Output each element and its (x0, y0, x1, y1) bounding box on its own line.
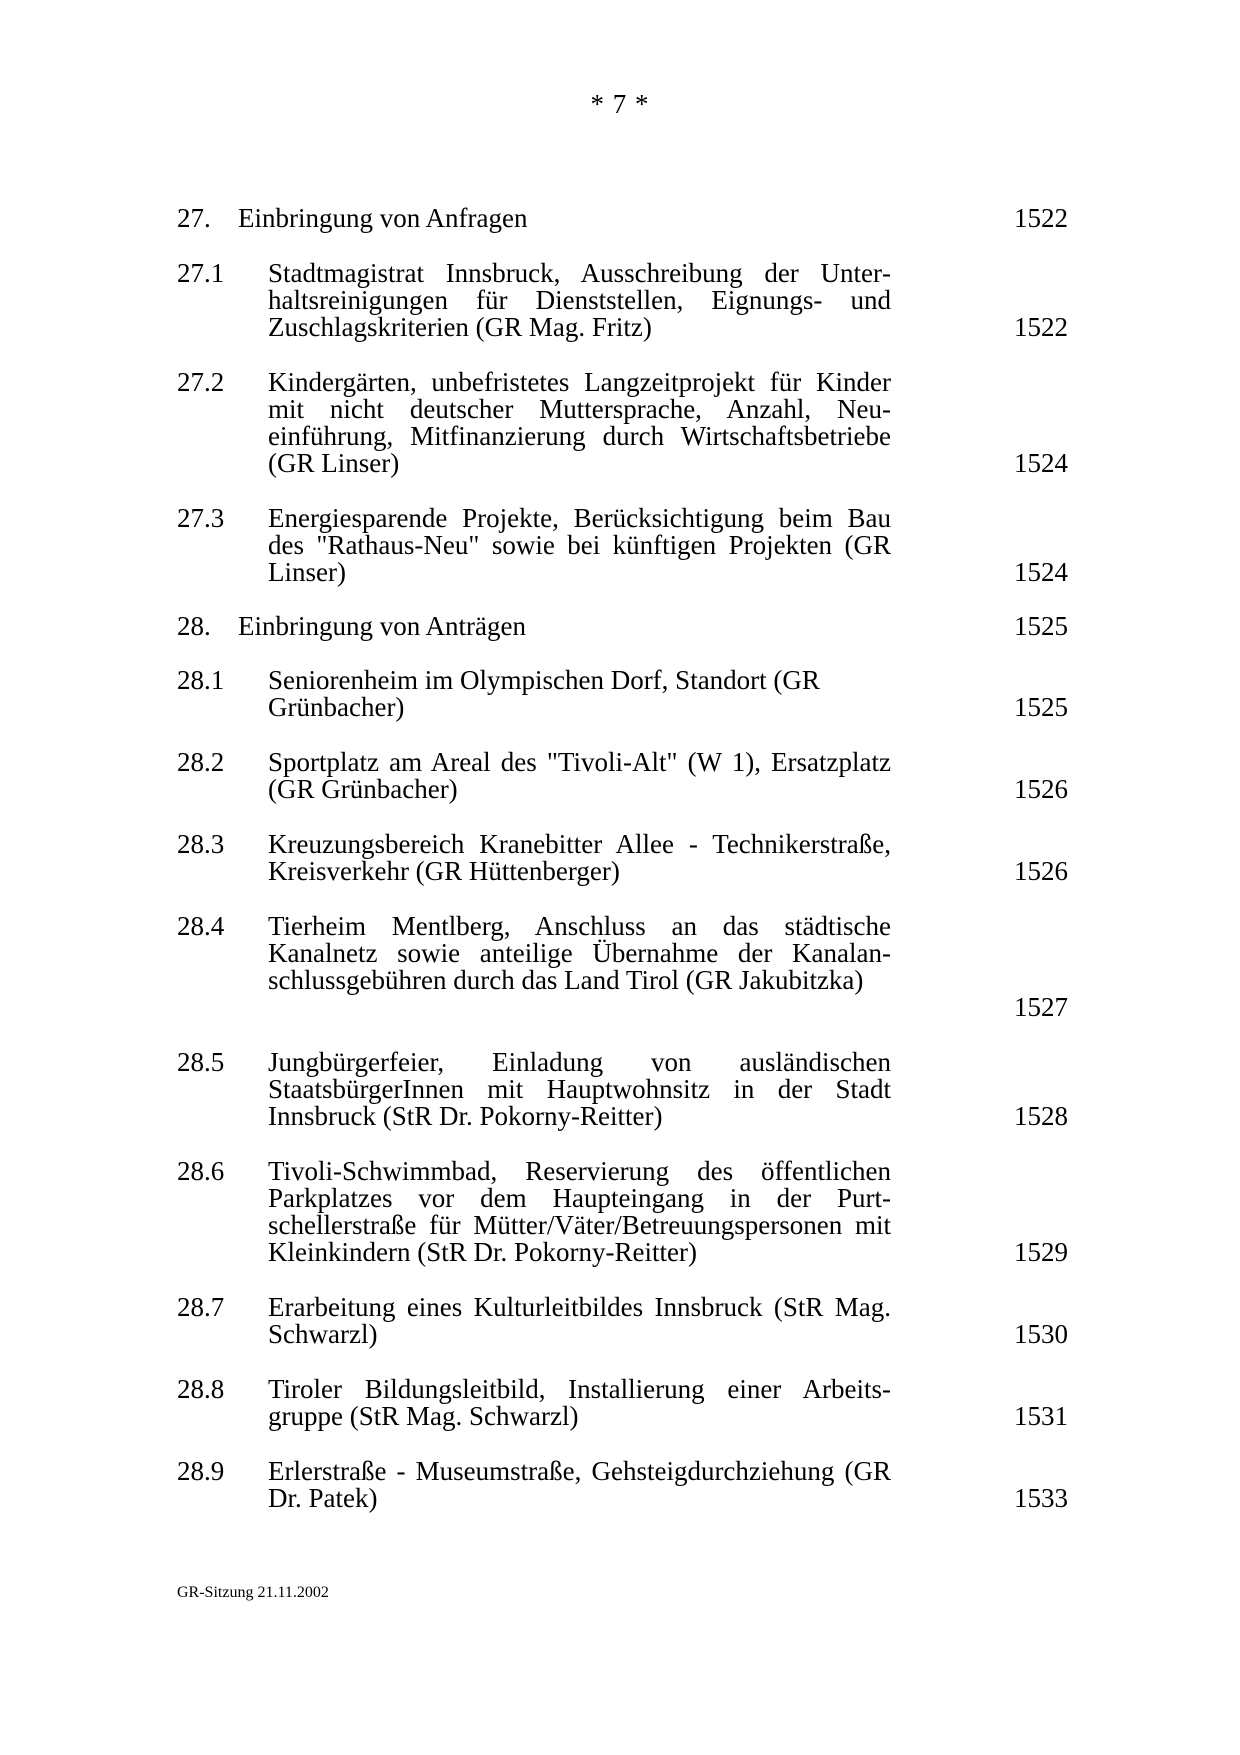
toc-heading-text: Einbringung von Anfragen (238, 203, 528, 233)
toc-page-number: 1525 (1014, 611, 1068, 641)
footer-session-date: GR-Sitzung 21.11.2002 (177, 1584, 329, 1601)
toc-number: 28.5 (177, 1047, 225, 1077)
toc-description: Erlerstraße - Museumstraße, Gehsteigdurchziehung (GR Dr. Patek) (268, 1456, 891, 1513)
toc-page-number: 1522 (1014, 312, 1068, 342)
toc-description: Kindergärten, unbefristetes Langzeitprojekt für Kinder mit nicht deutscher Muttersprache, Anzahl, Neueinführung, Mitfinanzierung durch Wirtschaftsbetriebe (GR Linser) (268, 367, 891, 478)
toc-heading-text: Einbringung von Anträgen (238, 611, 526, 641)
toc-number: 27.1 (177, 258, 225, 288)
toc-number: 28.8 (177, 1374, 225, 1404)
toc-number: 27.3 (177, 503, 225, 533)
toc-page-number: 1530 (1014, 1319, 1068, 1349)
toc-page-number: 1533 (1014, 1483, 1068, 1513)
toc-number: 28.7 (177, 1292, 225, 1322)
toc-page-number: 1522 (1014, 203, 1068, 233)
toc-number: 28. (177, 611, 211, 641)
toc-description: Sportplatz am Areal des "Tivoli-Alt" (W 1), Ersatzplatz (GR Grünbacher) (268, 747, 891, 804)
toc-number: 28.1 (177, 665, 225, 695)
toc-description: Tiroler Bildungsleitbild, Installierung einer Arbeitsgruppe (StR Mag. Schwarzl) (268, 1374, 891, 1431)
toc-page-number: 1529 (1014, 1237, 1068, 1267)
toc-description: Seniorenheim im Olympischen Dorf, Standort (GR Grünbacher) (268, 665, 820, 722)
toc-page-number: 1524 (1014, 557, 1068, 587)
toc-page-number: 1526 (1014, 856, 1068, 886)
toc-page-number: 1524 (1014, 448, 1068, 478)
toc-page-number: 1527 (1014, 992, 1068, 1022)
toc-description: Stadtmagistrat Innsbruck, Ausschreibung der Unterhaltsreinigungen für Dienststellen, Eignungs- und Zuschlagskriterien (GR Mag. Fritz) (268, 258, 891, 342)
toc-description: Erarbeitung eines Kulturleitbildes Innsbruck (StR Mag. Schwarzl) (268, 1292, 891, 1349)
toc-page-number: 1526 (1014, 774, 1068, 804)
toc-description: Jungbürgerfeier, Einladung von ausländischen StaatsbürgerInnen mit Hauptwohnsitz in der Stadt Innsbruck (StR Dr. Pokorny-Reitter) (268, 1047, 891, 1131)
toc-description: Energiesparende Projekte, Berücksichtigung beim Bau des "Rathaus-Neu" sowie bei künftigen Projekten (GR Linser) (268, 503, 891, 587)
toc-number: 27.2 (177, 367, 225, 397)
toc-number: 28.2 (177, 747, 225, 777)
toc-page-number: 1525 (1014, 692, 1068, 722)
toc-number: 28.9 (177, 1456, 225, 1486)
page-number: * 7 * (590, 89, 650, 119)
toc-description: Kreuzungsbereich Kranebitter Allee - Technikerstraße, Kreisverkehr (GR Hüttenberger) (268, 829, 891, 886)
toc-description: Tivoli-Schwimmbad, Reservierung des öffentlichen Parkplatzes vor dem Haupteingang in der Purtschellerstraße für Mütter/Väter/Betreuungspersonen mit Kleinkindern (StR Dr. Pokorny-Reitter) (268, 1156, 891, 1267)
toc-number: 28.4 (177, 911, 225, 941)
toc-number: 28.6 (177, 1156, 225, 1186)
toc-page-number: 1531 (1014, 1401, 1068, 1431)
toc-description: Tierheim Mentlberg, Anschluss an das städtische Kanalnetz sowie anteilige Übernahme der Kanalanschlussgebühren durch das Land Tirol (GR Jakubitzka) (268, 911, 891, 995)
toc-number: 28.3 (177, 829, 225, 859)
toc-number: 27. (177, 203, 211, 233)
toc-page-number: 1528 (1014, 1101, 1068, 1131)
